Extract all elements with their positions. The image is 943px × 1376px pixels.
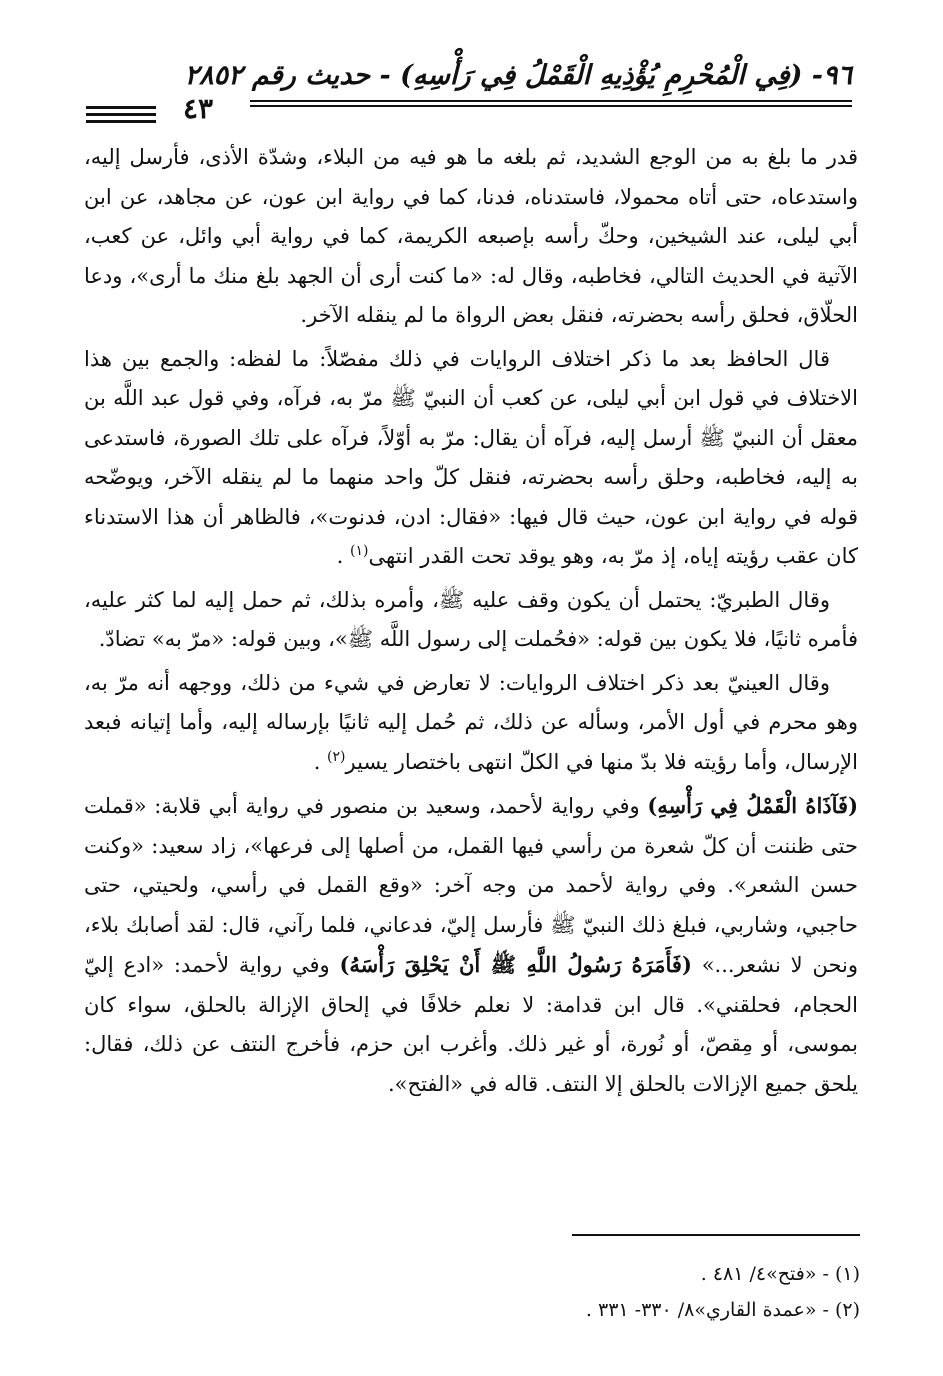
paragraph-text: وقال العينيّ بعد ذكر اختلاف الروايات: لا تعارض في شيء من ذلك، ووجهه أنه مرّ به، وهو محرم في أول الأمر، وسأله عن ذلك، ثم حُمل إليه ثانيًا بإرساله إليه، وأما إتيانه فبعد الإرسال، وأما رؤيته فلا بدّ منها في الكلّ انتهى باختصار يسير xyxy=(84,670,858,774)
paragraph-1 xyxy=(84,138,858,336)
paragraph-text: وفي رواية لأحمد: «ادع إليّ الحجام، فحلقني». قال ابن قدامة: لا نعلم خلافًا في إلحاق الإزالة بالحلق، سواء كان بموسى، أو مِقصّ، أو نُورة، أو غير ذلك. وأغرب ابن حزم، فأخرج النتف عن ذلك، فقال: يلحق جميع الإزالات بالحلق إلا النتف. قاله في «الفتح». xyxy=(84,953,858,1096)
paragraph-4: وقال العينيّ بعد ذكر اختلاف الروايات: لا تعارض في شيء من ذلك، ووجهه أنه مرّ به، وهو محرم في أول الأمر، وسأله عن ذلك، ثم حُمل إليه ثانيًا بإرساله إليه، وأما إتيانه فبعد الإرسال، وأما رؤيته فلا بدّ منها في الكلّ انتهى باختصار يسير$^{(٢)}$ . xyxy=(84,670,858,774)
header-rule-bottom xyxy=(250,105,852,107)
footnotes xyxy=(400,1256,860,1328)
footnote-1: (١) - «فتح»٤/ ٤٨١ . xyxy=(700,1263,860,1285)
page-rule-line-2 xyxy=(86,113,156,116)
page-rule-line-1 xyxy=(86,106,156,109)
paragraph-3 xyxy=(84,581,858,660)
paragraph-5 xyxy=(84,786,858,1104)
page-rule-line-3 xyxy=(86,120,156,123)
paragraph-2: قال الحافظ بعد ما ذكر اختلاف الروايات في ذلك مفصّلاً: ما لفظه: والجمع بين هذا الاختلاف في قول ابن أبي ليلى، عن كعب أن النبيّ ﷺ مرّ به، فرآه، وفي قول عبد اللَّه بن معقل أن النبيّ ﷺ أرسل إليه، فرآه أن يقال: مرّ به أوّلاً، فرآه على تلك الصورة، فاستدعى به إليه، فخاطبه، وحلق رأسه بحضرته، فنقل كلّ واحد منهما ما لم ينقله الآخر، ويوضّحه قوله في رواية ابن عون، حيث قال فيها: «فقال: ادن، فدنوت»، فالظاهر أن هذا الاستدناء كان عقب رؤيته إياه، إذ مرّ به، وهو يوقد تحت القدر انتهى$^{(١)}$ . xyxy=(84,346,858,568)
main-text xyxy=(84,138,858,1108)
paragraph-text: قدر ما بلغ به من الوجع الشديد، ثم بلغه ما هو فيه من البلاء، وشدّة الأذى، فأرسل إليه، واستدعاه، حتى أتاه محمولا، فاستدناه، فدنا، كما في رواية ابن عون، عن مجاهد، عن ابن أبي ليلى، عند الشيخين، وحكّ رأسه بإصبعه الكريمة، كما في رواية أبي وائل، عن كعب، الآتية في الحديث التالي، فخاطبه، وقال له: «ما كنت أرى أن الجهد بلغ منك ما أرى»، ودعا الحلّاق، فحلق رأسه بحضرته، فنقل بعض الرواة ما لم ينقله الآخر. xyxy=(84,145,858,327)
footnote-mark: (٢) xyxy=(327,748,346,765)
header-rule-top xyxy=(250,100,852,102)
page-number: ٤٣ xyxy=(182,92,214,125)
paragraph-text: وفي رواية لأحمد، وسعيد بن منصور في رواية أبي قلابة: «قملت حتى ظننت أن كلّ شعرة من رأسي فيها القمل، من أصلها إلى فرعها»، زاد سعيد: «وكنت حسن الشعر». وفي رواية لأحمد من وجه آخر: «وقع القمل في رأسي، ولحيتي، حتى حاجبي، وشاربي، فبلغ ذلك النبيّ ﷺ فأرسل إليّ، فدعاني، فلما رآني، قال: لقد أصابك بلاء، ونحن لا نشعر...» xyxy=(84,794,858,977)
paragraph-text: وقال الطبريّ: يحتمل أن يكون وقف عليه ﷺ، وأمره بذلك، ثم حمل إليه لما كثر عليه، فأمره ثانيًا، فلا يكون بين قوله: «فحُملت إلى رسول اللَّه ﷺ»، وبين قوله: «مرّ به» تضادّ. xyxy=(84,587,858,651)
footnote-mark: (١) xyxy=(349,543,369,559)
quoted-hadith-phrase: (فَأَمَرَهُ رَسُولُ اللَّهِ ﷺ أَنْ يَحْلِقَ رَأْسَهُ) xyxy=(339,952,692,977)
running-header: ٩٦- (فِي الْمُحْرِمِ يُؤْذِيهِ الْقَمْلُ فِي رَأْسِهِ) - حديث رقم ٢٨٥٢ xyxy=(184,60,852,91)
quoted-hadith-phrase: (فَآذَاهُ الْقَمْلُ فِي رَأْسِهِ) xyxy=(647,793,858,818)
footnote-2: (٢) - «عمدة القاري»٨/ ٣٣٠- ٣٣١ . xyxy=(585,1299,860,1321)
paragraph-text: قال الحافظ بعد ما ذكر اختلاف الروايات في ذلك مفصّلاً: ما لفظه: والجمع بين هذا الاختلاف في قول ابن أبي ليلى، عن كعب أن النبيّ ﷺ مرّ به، فرآه، وفي قول عبد اللَّه بن معقل أن النبيّ ﷺ أرسل إليه، فرآه أن يقال: مرّ به أوّلاً، فرآه على تلك الصورة، فاستدعى به إليه، فخاطبه، وحلق رأسه بحضرته، فنقل كلّ واحد منهما ما لم ينقله الآخر، ويوضّحه قوله في رواية ابن عون، حيث قال فيها: «فقال: ادن، فدنوت»، فالظاهر أن هذا الاستدناء كان عقب رؤيته إياه، إذ مرّ به، وهو يوقد تحت القدر انتهى xyxy=(84,346,858,568)
footnote-separator xyxy=(572,1234,860,1236)
